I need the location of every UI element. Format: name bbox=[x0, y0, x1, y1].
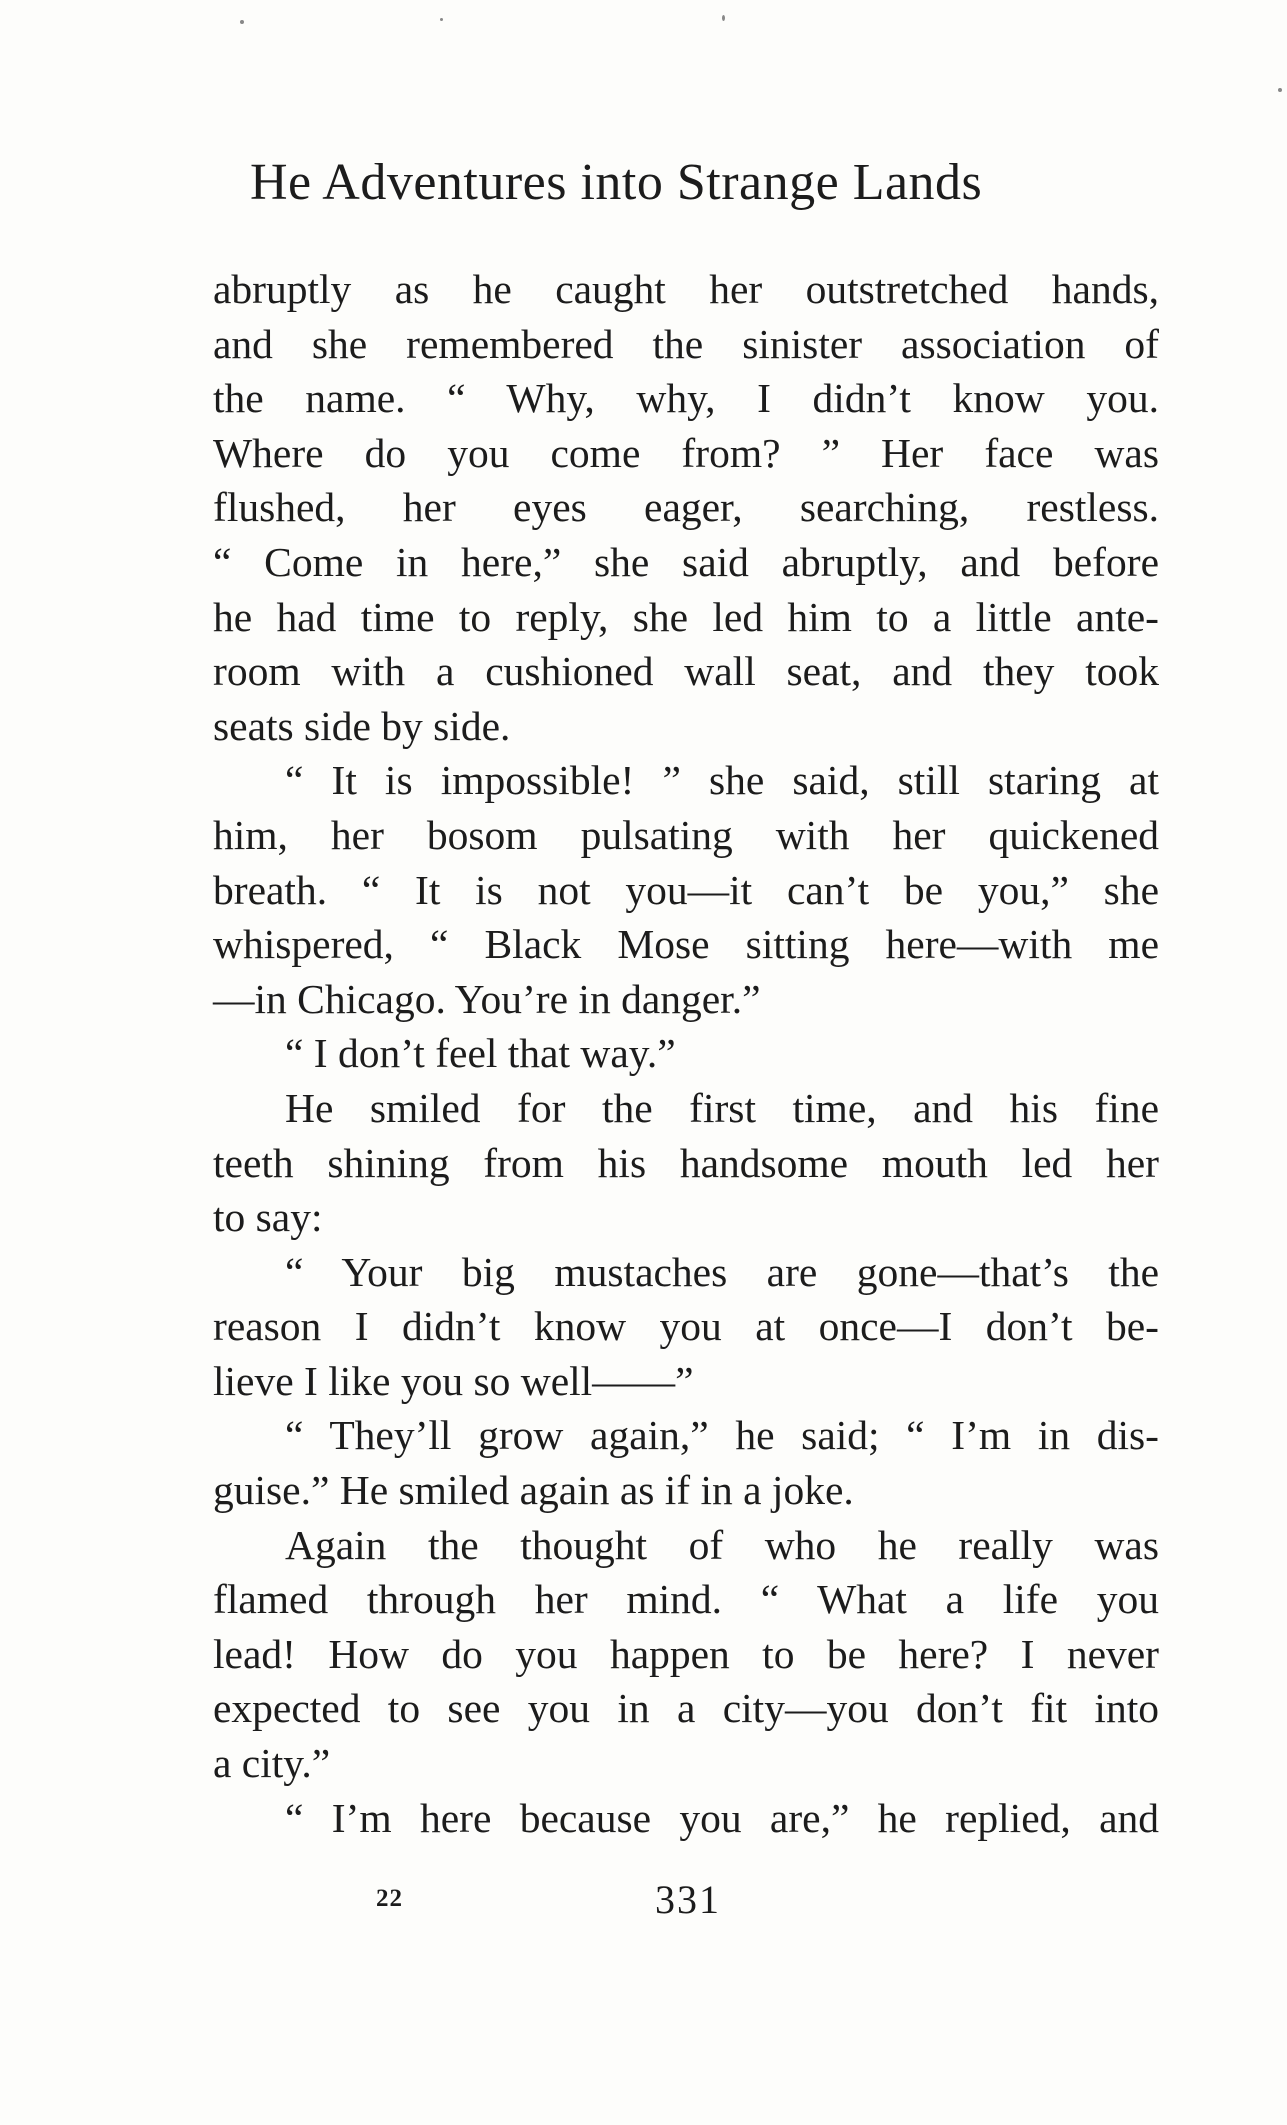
text-line: whispered, “ Black Mose sitting here—with me bbox=[213, 921, 1159, 968]
text-line: Again the thought of who he really was bbox=[285, 1521, 1159, 1568]
running-head: He Adventures into Strange Lands bbox=[250, 154, 983, 211]
text-line: “ I’m here because you are,” he replied, and bbox=[285, 1794, 1159, 1841]
text-line: “ Come in here,” she said abruptly, and before bbox=[213, 538, 1159, 585]
signature-mark: 22 bbox=[376, 1885, 403, 1912]
body-text bbox=[213, 262, 1159, 1845]
text-line: abruptly as he caught her outstretched hands, bbox=[213, 266, 1159, 312]
scan-speck bbox=[440, 18, 443, 21]
text-line: him, her bosom pulsating with her quickened bbox=[213, 811, 1159, 858]
text-line: He smiled for the first time, and his fine bbox=[285, 1084, 1159, 1131]
text-line: teeth shining from his handsome mouth led her bbox=[213, 1139, 1159, 1186]
text-line: flamed through her mind. “ What a life you bbox=[213, 1576, 1159, 1623]
text-line: guise.” He smiled again as if in a joke. bbox=[213, 1467, 854, 1514]
text-line: reason I didn’t know you at once—I don’t be- bbox=[213, 1303, 1159, 1350]
text-line: lead! How do you happen to be here? I never bbox=[213, 1630, 1159, 1677]
text-line: Where do you come from? ” Her face was bbox=[213, 429, 1159, 476]
text-line: flushed, her eyes eager, searching, restless. bbox=[213, 484, 1159, 531]
scan-speck bbox=[240, 20, 244, 24]
text-line: and she remembered the sinister association of bbox=[213, 320, 1159, 367]
text-line: “ It is impossible! ” she said, still staring at bbox=[285, 757, 1159, 804]
text-line: “ Your big mustaches are gone—that’s the bbox=[285, 1248, 1159, 1295]
text-line: lieve I like you so well——” bbox=[213, 1357, 694, 1404]
text-line: to say: bbox=[213, 1194, 323, 1241]
scan-speck bbox=[722, 15, 725, 21]
text-line: room with a cushioned wall seat, and they took bbox=[213, 648, 1159, 695]
text-line: breath. “ It is not you—it can’t be you,” she bbox=[213, 866, 1159, 913]
text-line: —in Chicago. You’re in danger.” bbox=[213, 975, 761, 1022]
text-line: seats side by side. bbox=[213, 702, 511, 749]
text-line: he had time to reply, she led him to a little ante- bbox=[213, 593, 1159, 640]
page-number: 331 bbox=[655, 1877, 721, 1922]
text-line: expected to see you in a city—you don’t fit into bbox=[213, 1685, 1159, 1732]
text-line: the name. “ Why, why, I didn’t know you. bbox=[213, 375, 1159, 422]
text-line: a city.” bbox=[213, 1740, 331, 1787]
text-line: “ I don’t feel that way.” bbox=[285, 1030, 676, 1077]
text-line: “ They’ll grow again,” he said; “ I’m in dis- bbox=[285, 1412, 1159, 1459]
scan-speck bbox=[1278, 88, 1282, 92]
